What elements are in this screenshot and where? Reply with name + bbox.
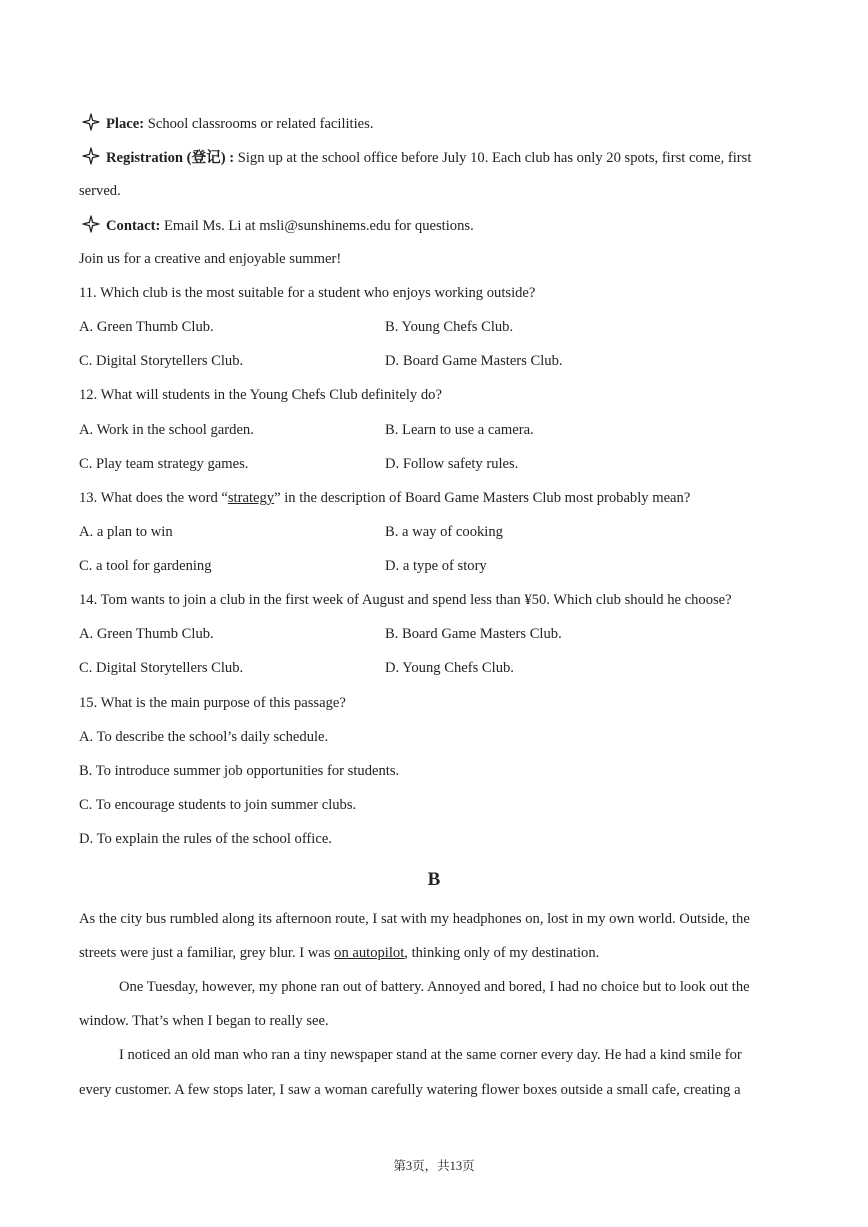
contact-label: Contact: [106,218,161,234]
question-13-stem-after: ” in the description of Board Game Masters Club most probably mean? [274,490,691,506]
page-number-footer: 第3页，共13页 [393,1159,475,1173]
question-12-stem: 12. What will students in the Young Chefs Club definitely do? [79,387,442,403]
passage-b-p3-line2: every customer. A few stops later, I saw a woman carefully watering flower boxes outside a small cafe, creating a [79,1082,741,1098]
question-14-option-b: B. Board Game Masters Club. [385,626,562,642]
registration-note: (登记) : [183,150,238,166]
question-11-option-a: A. Green Thumb Club. [79,319,214,335]
question-13-underlined-word: strategy [227,490,275,506]
question-14-option-c: C. Digital Storytellers Club. [79,660,244,676]
four-point-star-icon [82,147,100,165]
question-12-option-a: A. Work in the school garden. [79,422,254,438]
question-11-option-d: D. Board Game Masters Club. [385,353,563,369]
registration-line [82,147,751,168]
question-15-option-b: B. To introduce summer job opportunities for students. [79,763,400,779]
question-13-stem [79,488,690,508]
question-15-option-c: C. To encourage students to join summer clubs. [79,797,357,813]
passage-b-p1-line2-before: streets were just a familiar, grey blur. I was [79,945,335,961]
passage-b-p1-line2-after: , thinking only of my destination. [404,945,600,961]
question-14-stem: 14. Tom wants to join a club in the first week of August and spend less than ¥50. Which club should he choose? [79,592,732,608]
passage-b-p1-line1: As the city bus rumbled along its afternoon route, I sat with my headphones on, lost in my own world. Outside, the [79,911,750,927]
registration-label: Registration [106,150,184,166]
four-point-star-icon [82,215,100,233]
closing-line: Join us for a creative and enjoyable summer! [79,251,342,267]
four-point-star-icon [82,113,100,131]
question-14-option-d: D. Young Chefs Club. [385,660,514,676]
question-12-option-d: D. Follow safety rules. [385,456,519,472]
passage-b-underlined-phrase: on autopilot [334,945,405,961]
place-line [82,113,373,134]
contact-text: Email Ms. Li at msli@sunshinems.edu for questions. [160,218,474,234]
question-11-option-b: B. Young Chefs Club. [385,319,514,335]
place-text: School classrooms or related facilities. [144,116,374,132]
question-13-option-c: C. a tool for gardening [79,558,212,574]
question-12-option-c: C. Play team strategy games. [79,456,249,472]
question-13-option-a: A. a plan to win [79,524,173,540]
passage-b-p3-line1: I noticed an old man who ran a tiny newspaper stand at the same corner every day. He had a kind smile for [119,1047,742,1063]
passage-b-p2-line1: One Tuesday, however, my phone ran out of battery. Annoyed and bored, I had no choice but to look out the [119,979,750,995]
question-13-stem-before: 13. What does the word “ [79,490,228,506]
question-13-option-d: D. a type of story [385,558,487,574]
question-15-option-a: A. To describe the school’s daily schedule. [79,729,329,745]
question-13-option-b: B. a way of cooking [385,524,503,540]
passage-b-p1-line2 [79,943,599,963]
registration-text-cont: served. [79,183,121,199]
section-b-heading: B [427,869,441,890]
registration-text: Sign up at the school office before July 10. Each club has only 20 spots, first come, first [237,150,752,166]
question-12-option-b: B. Learn to use a camera. [385,422,534,438]
question-15-option-d: D. To explain the rules of the school office. [79,831,332,847]
place-label: Place: [106,116,145,132]
question-11-stem: 11. Which club is the most suitable for a student who enjoys working outside? [79,285,536,301]
question-11-option-c: C. Digital Storytellers Club. [79,353,244,369]
question-14-option-a: A. Green Thumb Club. [79,626,214,642]
question-15-stem: 15. What is the main purpose of this passage? [79,695,346,711]
contact-line [82,215,474,236]
passage-b-p2-line2: window. That’s when I began to really see. [79,1013,329,1029]
